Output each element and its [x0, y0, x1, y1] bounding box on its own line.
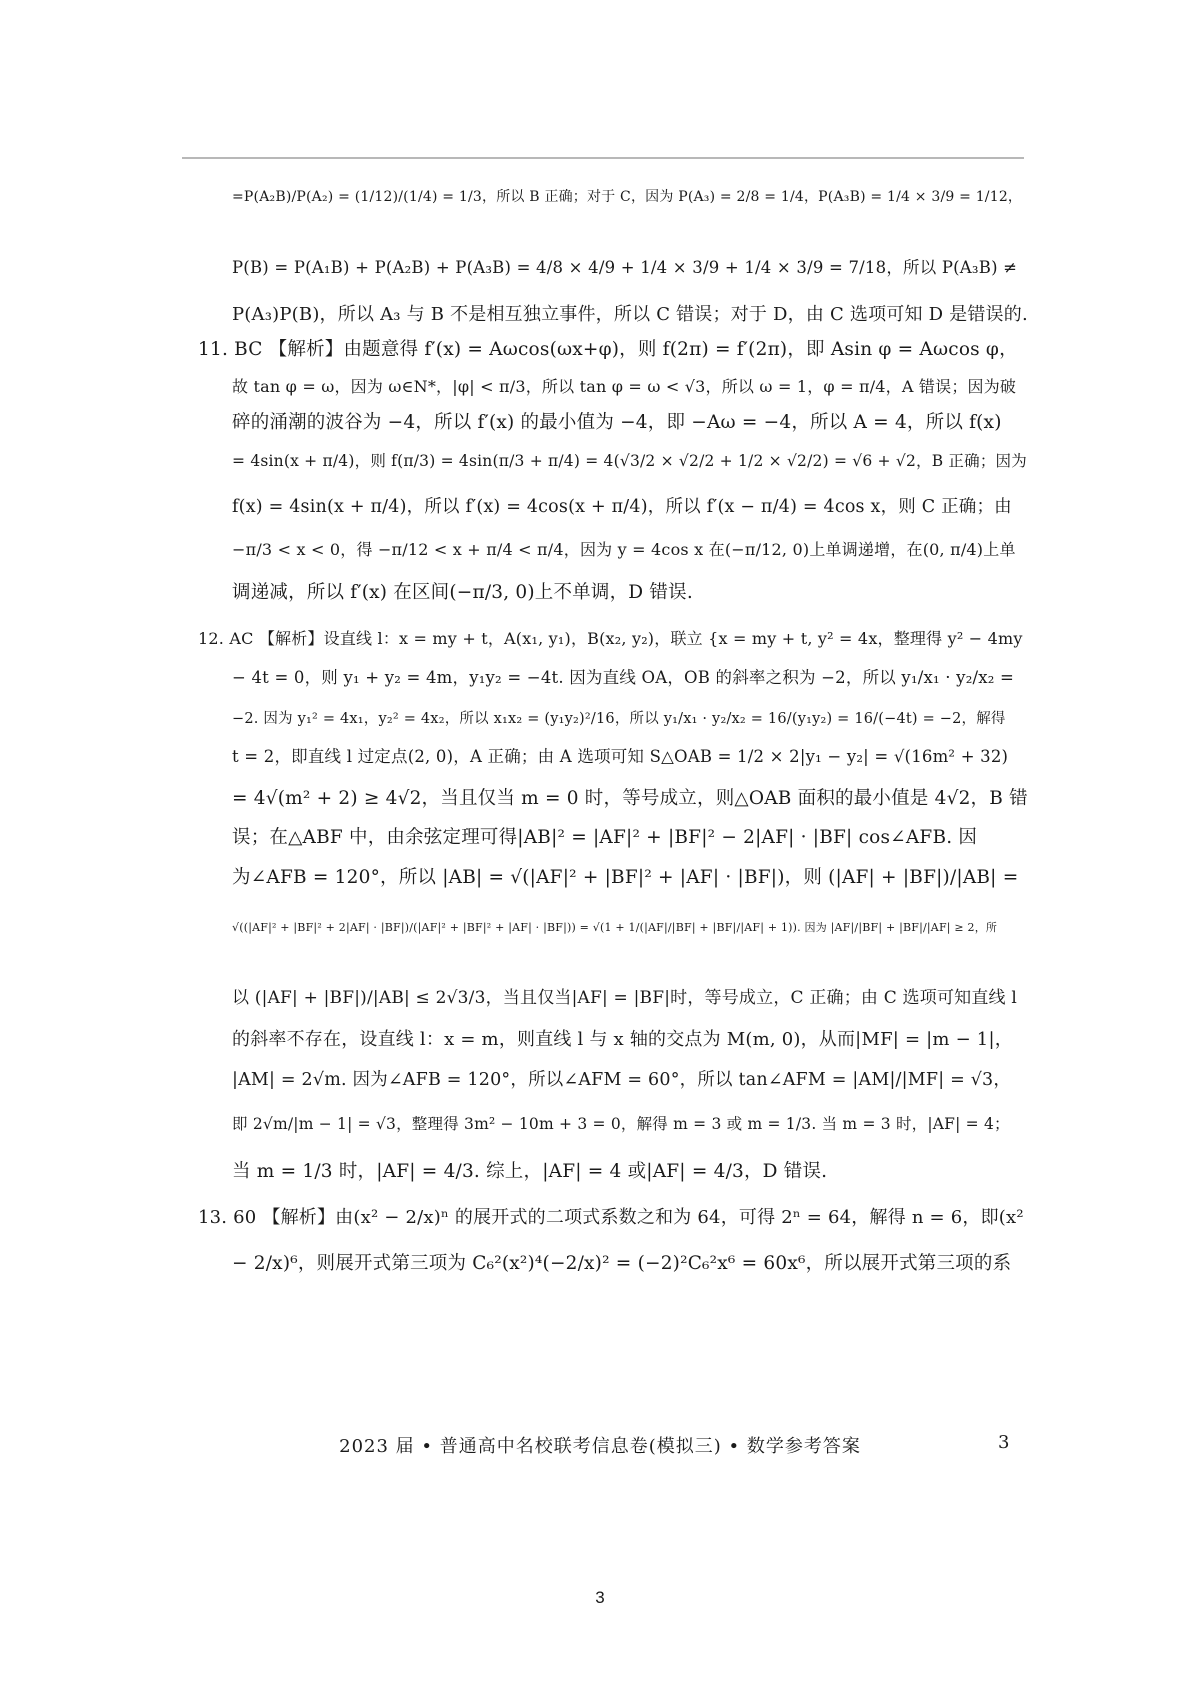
footer-title: 2023 届 • 普通高中名校联考信息卷(模拟三) • 数学参考答案 [339, 1436, 861, 1457]
solution-line: 为∠AFB = 120°，所以 |AB| = √(|AF|² + |BF|² + |AF| · |BF|)，则 (|AF| + |BF|)/|AB| = [232, 867, 1019, 888]
solution-line: =P(A₂B)/P(A₂) = (1/12)/(1/4) = 1/3，所以 B 正确；对于 C，因为 P(A₃) = 2/8 = 1/4，P(A₃B) = 1/4 × 3/9 = 1/12， [232, 189, 1023, 205]
solution-line: P(B) = P(A₁B) + P(A₂B) + P(A₃B) = 4/8 × 4/9 + 1/4 × 3/9 + 1/4 × 3/9 = 7/18，所以 P(A₃B) ≠ [232, 258, 1018, 277]
solution-line: = 4sin(x + π/4)，则 f(π/3) = 4sin(π/3 + π/4) = 4(√3/2 × √2/2 + 1/2 × √2/2) = √6 + √2，B 正确；因为 [232, 452, 1027, 470]
solution-line: 即 2√m/|m − 1| = √3，整理得 3m² − 10m + 3 = 0，解得 m = 3 或 m = 1/3. 当 m = 3 时，|AF| = 4； [232, 1115, 1010, 1133]
solution-line: 以 (|AF| + |BF|)/|AB| ≤ 2√3/3，当且仅当|AF| = |BF|时，等号成立，C 正确；由 C 选项可知直线 l [232, 988, 1017, 1008]
solution-line: f(x) = 4sin(x + π/4)，所以 f′(x) = 4cos(x + π/4)，所以 f′(x − π/4) = 4cos x，则 C 正确；由 [232, 497, 1012, 517]
solution-line: −π/3 < x < 0，得 −π/12 < x + π/4 < π/4，因为 y = 4cos x 在(−π/12, 0)上单调递增，在(0, π/4)上单 [232, 540, 1016, 559]
solution-line: 故 tan φ = ω，因为 ω∈N*，|φ| < π/3，所以 tan φ = ω < √3，所以 ω = 1，φ = π/4，A 错误；因为破 [232, 377, 1017, 396]
page-number: 3 [595, 1588, 605, 1607]
solution-line: 12. AC 【解析】设直线 l：x = my + t，A(x₁, y₁)，B(x₂, y₂)，联立 {x = my + t, y² = 4x，整理得 y² − 4my [198, 629, 1023, 648]
solution-line: 13. 60 【解析】由(x² − 2/x)ⁿ 的展开式的二项式系数之和为 64，可得 2ⁿ = 64，解得 n = 6，即(x² [198, 1207, 1024, 1228]
solution-line: − 4t = 0，则 y₁ + y₂ = 4m，y₁y₂ = −4t. 因为直线 OA，OB 的斜率之积为 −2，所以 y₁/x₁ · y₂/x₂ = [232, 668, 1015, 687]
footer-page-number: 3 [998, 1432, 1010, 1453]
solution-line: 的斜率不存在，设直线 l：x = m，则直线 l 与 x 轴的交点为 M(m, 0)，从而|MF| = |m − 1|， [232, 1029, 1013, 1050]
solution-line: 碎的涌潮的波谷为 −4，所以 f′(x) 的最小值为 −4，即 −Aω = −4，所以 A = 4，所以 f(x) [232, 412, 1002, 433]
solution-line: √((|AF|² + |BF|² + 2|AF| · |BF|)/(|AF|² + |BF|² + |AF| · |BF|)) = √(1 + 1/(|AF|/|BF| + |BF|/|AF| + 1)). 因为 |AF|/|BF| + |BF|/|AF| ≥ 2，所 [232, 921, 998, 934]
solution-line: 当 m = 1/3 时，|AF| = 4/3. 综上，|AF| = 4 或|AF| = 4/3，D 错误. [232, 1161, 828, 1182]
solution-line: P(A₃)P(B)，所以 A₃ 与 B 不是相互独立事件，所以 C 错误；对于 D，由 C 选项可知 D 是错误的. [232, 304, 1028, 325]
solution-line: t = 2，即直线 l 过定点(2, 0)，A 正确；由 A 选项可知 S△OAB = 1/2 × 2|y₁ − y₂| = √(16m² + 32) [232, 747, 1009, 766]
solution-line: 误；在△ABF 中，由余弦定理可得|AB|² = |AF|² + |BF|² − 2|AF| · |BF| cos∠AFB. 因 [232, 827, 978, 848]
top-divider [182, 157, 1024, 159]
solution-line: − 2/x)⁶，则展开式第三项为 C₆²(x²)⁴(−2/x)² = (−2)²C₆²x⁶ = 60x⁶，所以展开式第三项的系 [232, 1253, 1012, 1274]
solution-line: −2. 因为 y₁² = 4x₁，y₂² = 4x₂，所以 x₁x₂ = (y₁y₂)²/16，所以 y₁/x₁ · y₂/x₂ = 16/(y₁y₂) = 16/(−4t) = −2，解得 [232, 711, 1006, 727]
solution-line: |AM| = 2√m. 因为∠AFB = 120°，所以∠AFM = 60°，所以 tan∠AFM = |AM|/|MF| = √3， [232, 1070, 1012, 1090]
solution-line: 11. BC 【解析】由题意得 f′(x) = Aωcos(ωx+φ)，则 f(2π) = f′(2π)，即 Asin φ = Aωcos φ， [198, 339, 1018, 360]
solution-line: 调递减，所以 f′(x) 在区间(−π/3, 0)上不单调，D 错误. [232, 582, 693, 603]
solution-line: = 4√(m² + 2) ≥ 4√2，当且仅当 m = 0 时，等号成立，则△OAB 面积的最小值是 4√2，B 错 [232, 788, 1028, 809]
